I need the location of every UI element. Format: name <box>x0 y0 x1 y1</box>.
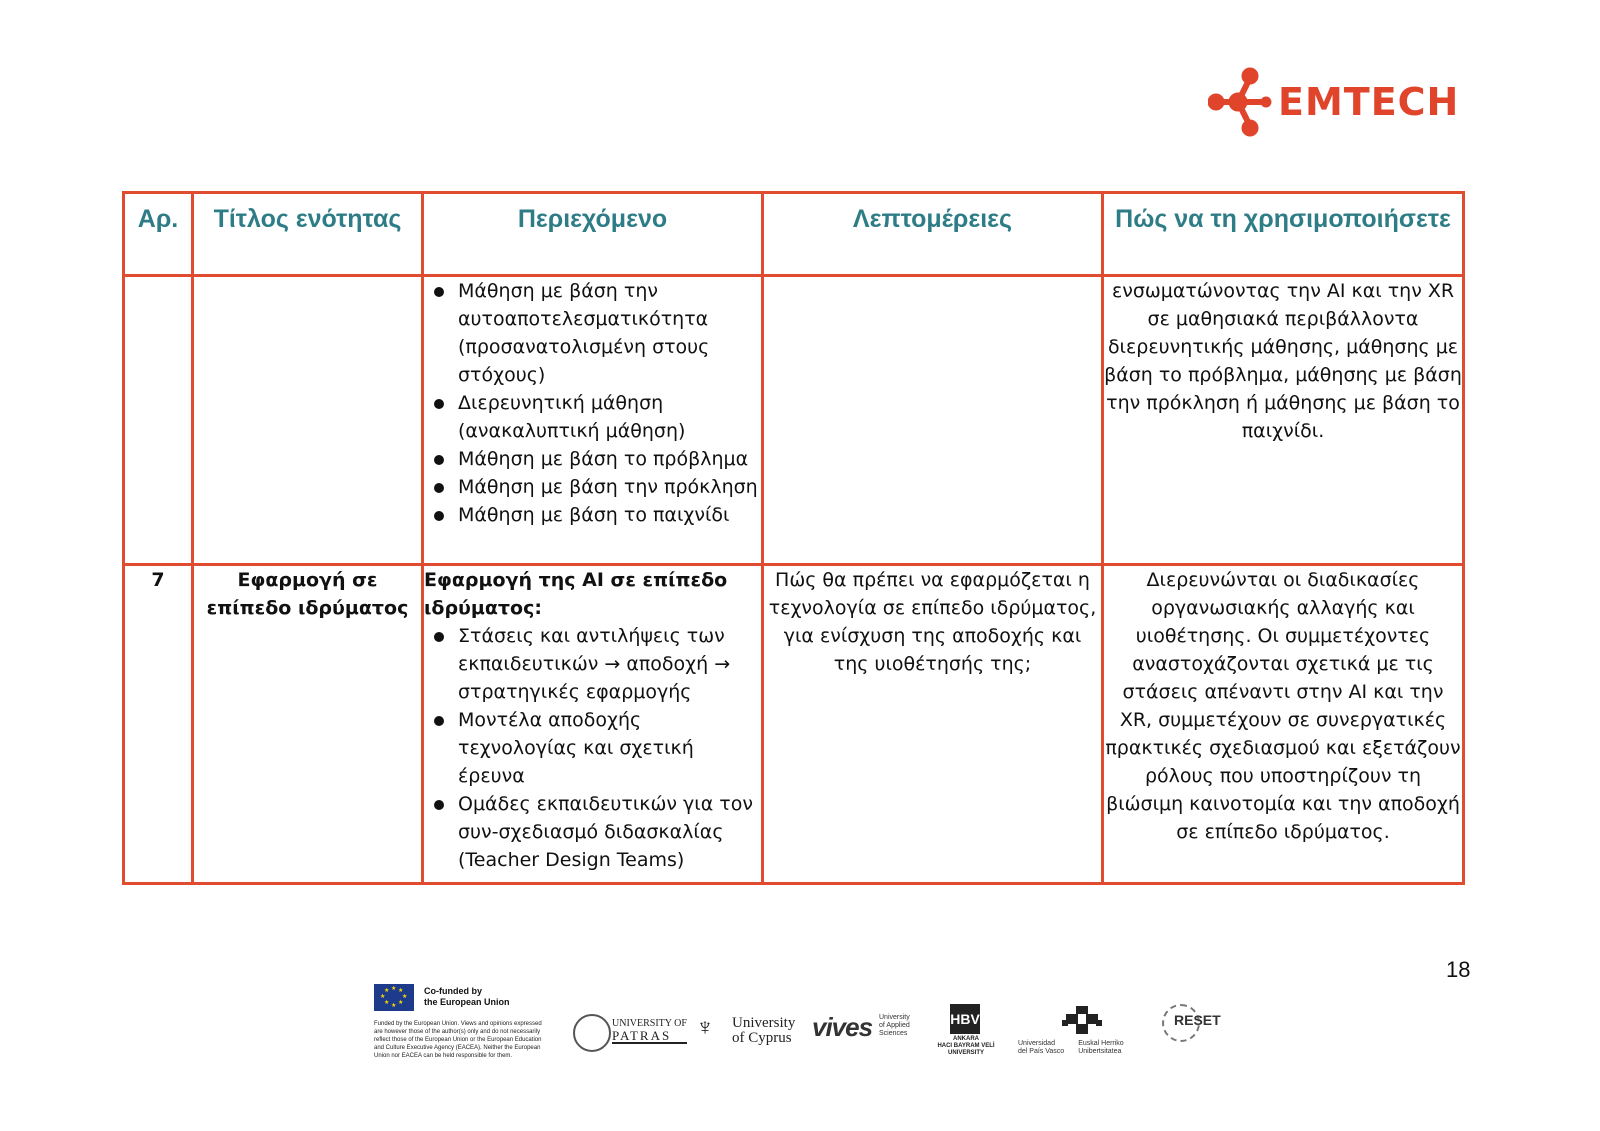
patras-logo-text <box>612 1018 687 1044</box>
page-number: 18 <box>1446 957 1471 982</box>
molecule-icon <box>1208 66 1272 138</box>
list-item: Μάθηση με βάση το πρόβλημα <box>424 445 761 473</box>
row-usage-cell: Διερευνώνται οι διαδικασίες οργανωσιακής αλλαγής και υιοθέτησης. Οι συμμετέχοντες αναστοχάζονται σχετικά με τις στάσεις απέναντι στην AI και την XR, συμμετέχουν σε συνεργατικές πρακτικές σχεδιασμού και εξετάζουν ρόλους που υποστηρίζουν τη βιώσιμη καινοτομία και την αποδοχή σε επίπεδο ιδρύματος. <box>1103 565 1464 884</box>
table-header-row <box>124 193 1464 276</box>
partner-logos-footer <box>0 984 1600 1084</box>
list-item: Μοντέλα αποδοχής τεχνολογίας και σχετική έρευνα <box>424 706 761 790</box>
list-item: Μάθηση με βάση την πρόκληση <box>424 473 761 501</box>
hbv-line: ANKARA <box>953 1036 979 1042</box>
vives-sub-line: of Applied <box>879 1022 910 1029</box>
patras-line: PATRAS <box>612 1030 687 1044</box>
ehu-line: Universidad <box>1018 1040 1055 1047</box>
row-content-cell <box>423 565 763 884</box>
row-content-cell <box>423 276 763 565</box>
row-details-cell: Πώς θα πρέπει να εφαρμόζεται η τεχνολογία σε επίπεδο ιδρύματος, για ενίσχυση της αποδοχής και της υιοθέτησής της; <box>763 565 1103 884</box>
hbv-logo-text <box>928 1036 1004 1057</box>
patras-line: UNIVERSITY OF <box>612 1018 687 1029</box>
header-details: Λεπτομέρειες <box>763 193 1103 276</box>
header-usage: Πώς να τη χρησιμοποιήσετε <box>1103 193 1464 276</box>
table-row <box>124 276 1464 565</box>
vives-subtitle <box>879 1014 910 1038</box>
header-title: Τίτλος ενότητας <box>193 193 423 276</box>
emtech-logo <box>1208 66 1459 138</box>
list-item: Μάθηση με βάση την αυτοαποτελεσματικότητα (προσανατολισμένη στους στόχους) <box>424 277 761 389</box>
row-usage-cell: ενσωματώνοντας την AI και την XR σε μαθησιακά περιβάλλοντα διερευνητικής μάθησης, μάθησης με βάση το πρόβλημα, μάθησης με βάση την πρόκληση ή μάθησης με βάση το παιχνίδι. <box>1103 276 1464 565</box>
cyprus-line: University <box>732 1015 796 1031</box>
vives-sub-line: University <box>879 1014 910 1021</box>
row-title-cell: Εφαρμογή σε επίπεδο ιδρύματος <box>193 565 423 884</box>
hbv-line: UNIVERSITY <box>947 1050 984 1056</box>
ehu-line: Euskal Herriko <box>1078 1040 1124 1047</box>
hbv-line: HACI BAYRAM VELİ <box>937 1043 995 1049</box>
ehu-line: del País Vasco <box>1018 1048 1065 1055</box>
patras-seal-icon <box>573 1014 611 1052</box>
row-number-cell <box>124 276 193 565</box>
module-table <box>122 191 1465 885</box>
hbv-logo-mark: HBV <box>950 1004 980 1034</box>
cyprus-line: of Cyprus <box>732 1030 792 1046</box>
row-details-cell <box>763 276 1103 565</box>
content-bullet-list <box>424 622 761 874</box>
eu-title-line: Co-funded by <box>424 986 482 996</box>
reset-logo-text: RESET <box>1174 1012 1221 1028</box>
cyprus-emblem-icon: ♆ <box>696 1014 714 1041</box>
list-item: Διερευνητική μάθηση (ανακαλυπτική μάθηση) <box>424 389 761 445</box>
row-title-cell <box>193 276 423 565</box>
list-item: Μάθηση με βάση το παιχνίδι <box>424 501 761 529</box>
cyprus-logo-text <box>732 1016 795 1046</box>
eu-disclaimer: Funded by the European Union. Views and opinions expressed are however those of the author(s) only and do not necessarily reflect those of the European Union or the European Education and Culture Executive Agency (EACEA). Neither the European Union nor EACEA can be held responsible for them. <box>374 1021 542 1059</box>
ehu-logo-text <box>1018 1040 1124 1056</box>
header-number: Αρ. <box>124 193 193 276</box>
content-heading: Εφαρμογή της AI σε επίπεδο ιδρύματος: <box>424 569 728 619</box>
ehu-tree-icon <box>1062 1006 1102 1040</box>
list-item: Ομάδες εκπαιδευτικών για τον συν-σχεδιασμό διδασκαλίας (Teacher Design Teams) <box>424 790 761 874</box>
content-bullet-list <box>424 277 761 529</box>
vives-logo: vives <box>812 1012 873 1042</box>
eu-cofunded-label <box>424 986 510 1008</box>
vives-sub-line: Sciences <box>879 1030 908 1037</box>
eu-title-line: the European Union <box>424 997 510 1007</box>
eu-flag-icon: ★ ★ ★ ★ ★ ★ ★ ★ <box>374 984 414 1011</box>
list-item: Στάσεις και αντιλήψεις των εκπαιδευτικών → αποδοχή → στρατηγικές εφαρμογής <box>424 622 761 706</box>
header-content: Περιεχόμενο <box>423 193 763 276</box>
row-number-cell: 7 <box>124 565 193 884</box>
ehu-line: Unibertsitatea <box>1078 1048 1122 1055</box>
brand-name: EMTECH <box>1278 80 1460 124</box>
table-row <box>124 565 1464 884</box>
